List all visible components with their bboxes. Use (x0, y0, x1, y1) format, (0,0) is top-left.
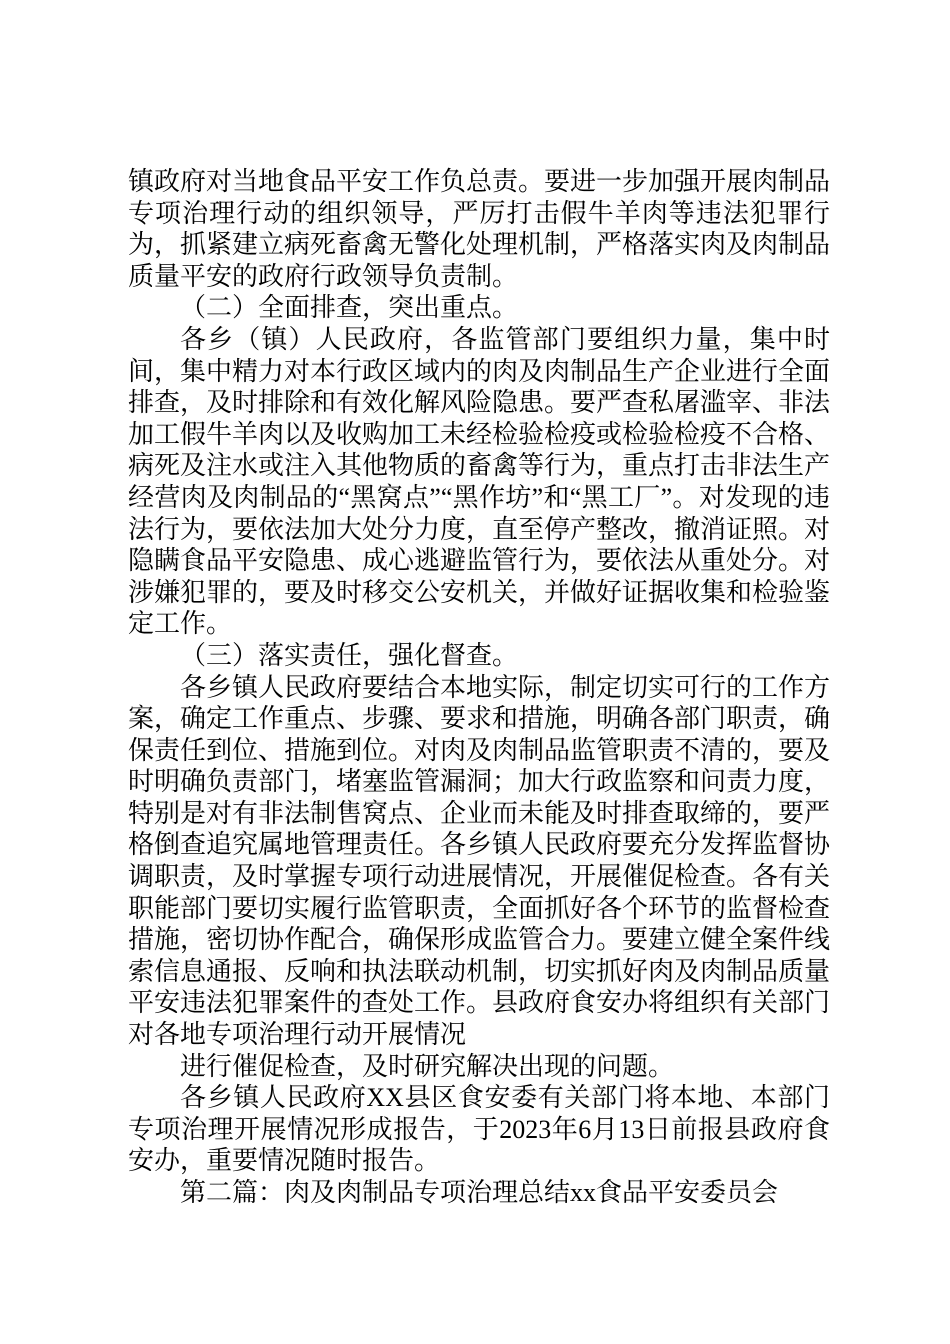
paragraph: （三）落实责任，强化督查。 (180, 640, 519, 670)
paragraph: （二）全面排查，突出重点。 (180, 293, 519, 323)
paragraph: 进行催促检查，及时研究解决出现的问题。 (180, 1051, 675, 1081)
paragraph: 第二篇：肉及肉制品专项治理总结xx食品平安委员会 (180, 1178, 779, 1207)
paragraph: 各乡（镇）人民政府，各监管部门要组织力量，集中时间，集中精力对本行政区域内的肉及肉制品生产企业进行全面排查，及时排除和有效化解风险隐患。要严查私屠滥宰、非法加工假牛羊肉以及收购加工未经检验检疫或检验检疫不合格、病死及注水或注入其他物质的畜禽等行为，重点打击非法生产经营肉及肉制品的“黑窝点”“黑作坊”和“黑工厂”。对发现的违法行为，要依法加大处分力度，直至停产整改，撤消证照。对隐瞒食品平安隐患、成心逃避监管行为，要依法从重处分。对涉嫌犯罪的，要及时移交公安机关，并做好证据收集和检验鉴定工作。 (128, 324, 831, 639)
paragraph: 各乡镇人民政府要结合本地实际，制定切实可行的工作方案，确定工作重点、步骤、要求和措施，明确各部门职责，确保责任到位、措施到位。对肉及肉制品监管职责不清的，要及时明确负责部门，堵塞监管漏洞；加大行政监察和问责力度，特别是对有非法制售窝点、企业而未能及时排查取缔的，要严格倒查追究属地管理责任。各乡镇人民政府要充分发挥监督协调职责，及时掌握专项行动进展情况，开展催促检查。各有关职能部门要切实履行监管职责，全面抓好各个环节的监督检查措施，密切协作配合，确保形成监管合力。要建立健全案件线索信息通报、反响和执法联动机制，切实抓好肉及肉制品质量平安违法犯罪案件的查处工作。县政府食安办将组织有关部门对各地专项治理行动开展情况 (128, 672, 831, 1050)
paragraph: 各乡镇人民政府XX县区食安委有关部门将本地、本部门专项治理开展情况形成报告，于2023年6月13日前报县政府食安办，重要情况随时报告。 (128, 1083, 830, 1176)
paragraph: 镇政府对当地食品平安工作负总责。要进一步加强开展肉制品专项治理行动的组织领导，严厉打击假牛羊肉等违法犯罪行为，抓紧建立病死畜禽无警化处理机制，严格落实肉及肉制品质量平安的政府行政领导负责制。 (128, 167, 831, 291)
document-body (128, 166, 830, 1209)
